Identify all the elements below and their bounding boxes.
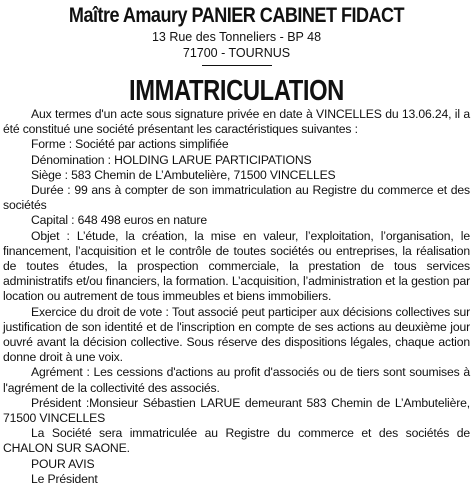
intro-paragraph: Aux termes d'un acte sous signature privée en date à VINCELLES du 13.06.24, il a été constitué une société présentant les caractéristiques suivantes : [3, 107, 470, 137]
capital-line: Capital : 648 498 euros en nature [31, 213, 207, 228]
author-address-line2: 71700 - TOURNUS [182, 46, 291, 60]
vote-paragraph: Exercice du droit de vote : Tout associé peut participer aux décisions collectives sur justification de son identité et de l'inscription en compte de ses actions au deuxième jour ouvré avant la décision collective. Sous réserve des dispositions légales, chaque action donne droit à une voix. [3, 304, 470, 365]
agrement-paragraph: Agrément : Les cessions d'actions au profit d'associés ou de tiers sont soumises à l'agrément de la collectivité des associés. [3, 365, 470, 395]
siege-line: Siège : 583 Chemin de L’Ambutelière, 71500 VINCELLES [31, 167, 336, 182]
president-paragraph: Président :Monsieur Sébastien LARUE demeurant 583 Chemin de L’Ambutelière, 71500 VINCELLES [3, 395, 470, 426]
notice-author-title: Maître Amaury PANIER CABINET FIDACT [68, 4, 405, 27]
signature-line: Le Président [31, 471, 98, 486]
duree-line: Durée : 99 ans à compter de son immatriculation au Registre du commerce et des sociétés [3, 183, 470, 213]
notice-heading: IMMATRICULATION [129, 75, 344, 107]
objet-paragraph: Objet : L’étude, la création, la mise en valeur, l’exploitation, l’organisation, le financement, l’acquisition et le contrôle de toutes sociétés ou entreprises, la réalisation de toutes études, la prospection commerciale, la prestation de tous services administratifs et/ou financiers, la formation. L’acquisition, l’administration et la gestion par location ou autrement de tous immeubles et biens immobiliers. [3, 228, 470, 304]
pour-avis-line: POUR AVIS [31, 456, 95, 471]
author-address-line1: 13 Rue des Tonneliers - BP 48 [151, 30, 322, 44]
immatriculation-paragraph: La Société sera immatriculée au Registre du commerce et des sociétés de CHALON SUR SAONE. [3, 426, 470, 456]
divider-rule [202, 65, 272, 66]
forme-line: Forme : Société par actions simplifiée [31, 137, 229, 152]
denomination-line: Dénomination : HOLDING LARUE PARTICIPATIONS [31, 152, 312, 167]
notice-body [3, 107, 470, 487]
